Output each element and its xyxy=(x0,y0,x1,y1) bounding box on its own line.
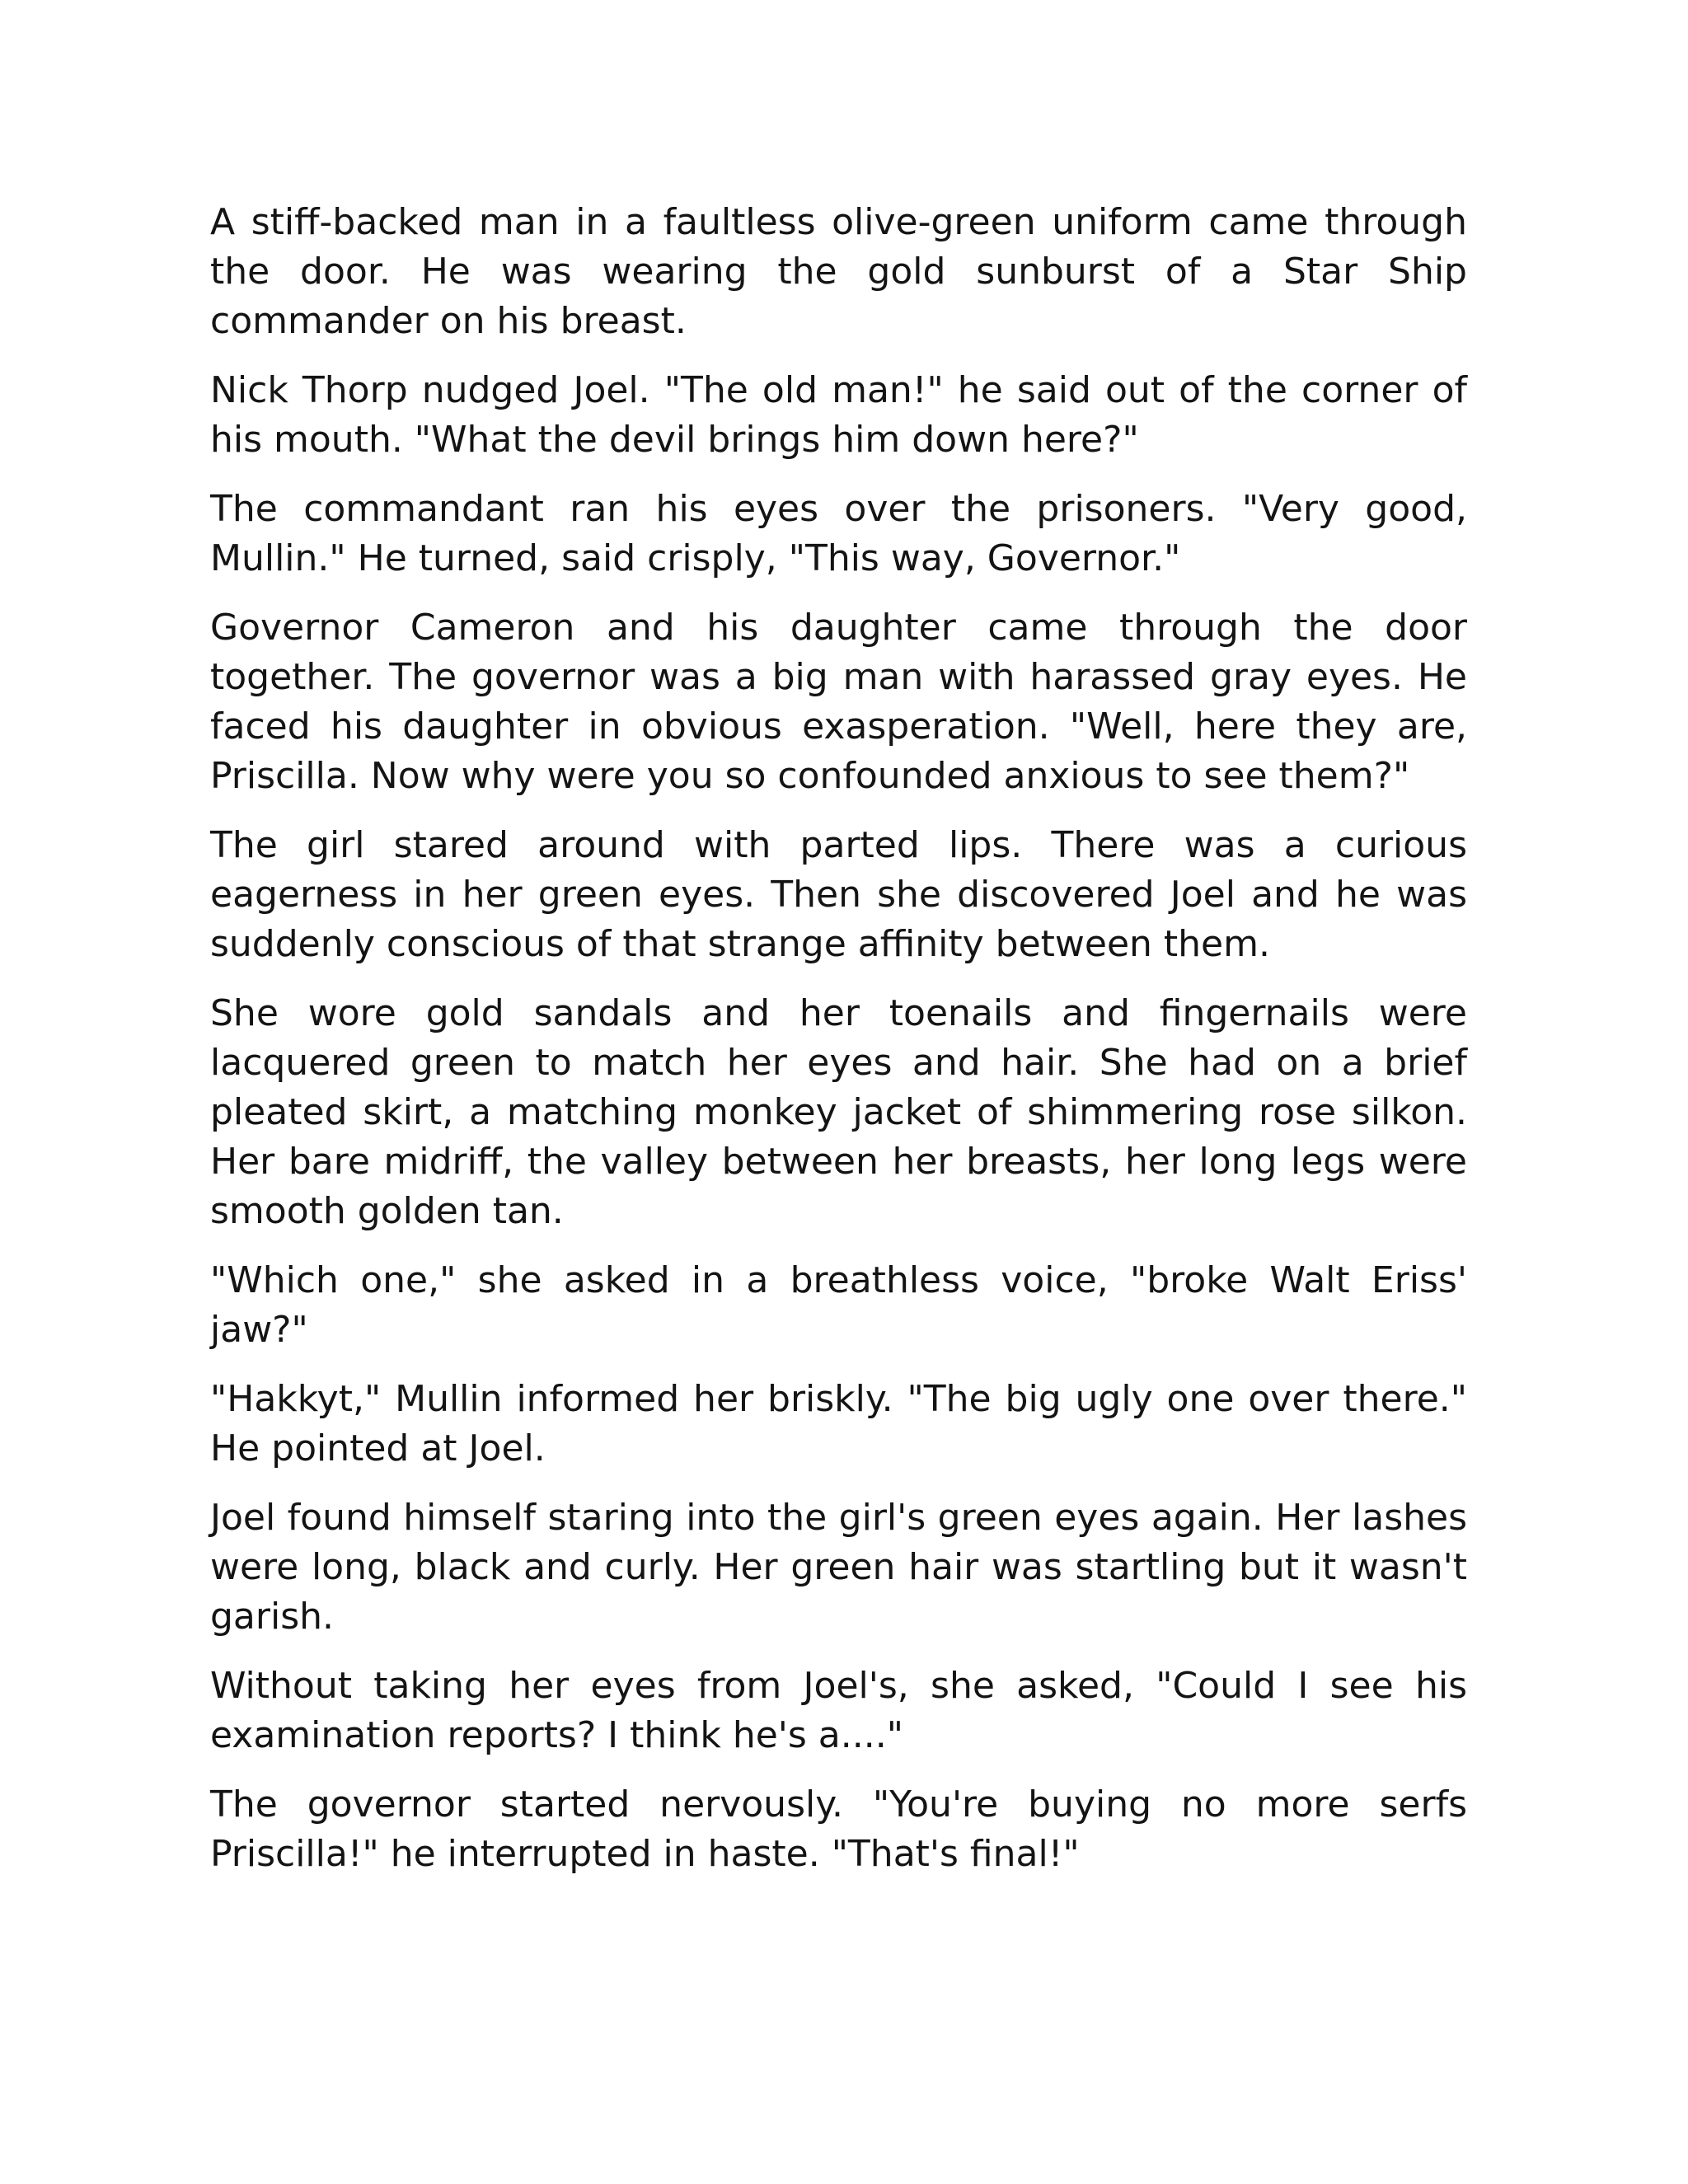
paragraph: Governor Cameron and his daughter came through the door together. The governor was a big man with harassed gray eyes. He faced his daughter in obvious exasperation. "Well, here they are, Priscilla. Now why were you so confounded anxious to see them?" xyxy=(210,607,1467,797)
paragraph: She wore gold sandals and her toenails and fingernails were lacquered green to match her eyes and hair. She had on a brief pleated skirt, a matching monkey jacket of shimmering rose silkon. Her bare midriff, the valley between her breasts, her long legs were smooth golden tan. xyxy=(210,992,1467,1232)
paragraph: The girl stared around with parted lips. There was a curious eagerness in her green eyes. Then she discovered Joel and he was suddenly conscious of that strange affinity between them. xyxy=(210,824,1467,965)
paragraph: "Which one," she asked in a breathless voice, "broke Walt Eriss' jaw?" xyxy=(210,1259,1467,1351)
paragraph: A stiff-backed man in a faultless olive-green uniform came through the door. He was wearing the gold sunburst of a Star Ship commander on his breast. xyxy=(210,201,1467,342)
paragraph: Without taking her eyes from Joel's, she asked, "Could I see his examination reports? I think he's a...." xyxy=(210,1665,1467,1756)
paragraph: The governor started nervously. "You're buying no more serfs Priscilla!" he interrupted in haste. "That's final!" xyxy=(210,1783,1467,1875)
paragraph: "Hakkyt," Mullin informed her briskly. "The big ugly one over there." He pointed at Joel. xyxy=(210,1378,1467,1469)
story-text xyxy=(210,198,1467,1899)
paragraph: The commandant ran his eyes over the prisoners. "Very good, Mullin." He turned, said crisply, "This way, Governor." xyxy=(210,488,1467,579)
paragraph: Joel found himself staring into the girl's green eyes again. Her lashes were long, black and curly. Her green hair was startling but it wasn't garish. xyxy=(210,1497,1467,1638)
paragraph: Nick Thorp nudged Joel. "The old man!" he said out of the corner of his mouth. "What the devil brings him down here?" xyxy=(210,369,1467,461)
